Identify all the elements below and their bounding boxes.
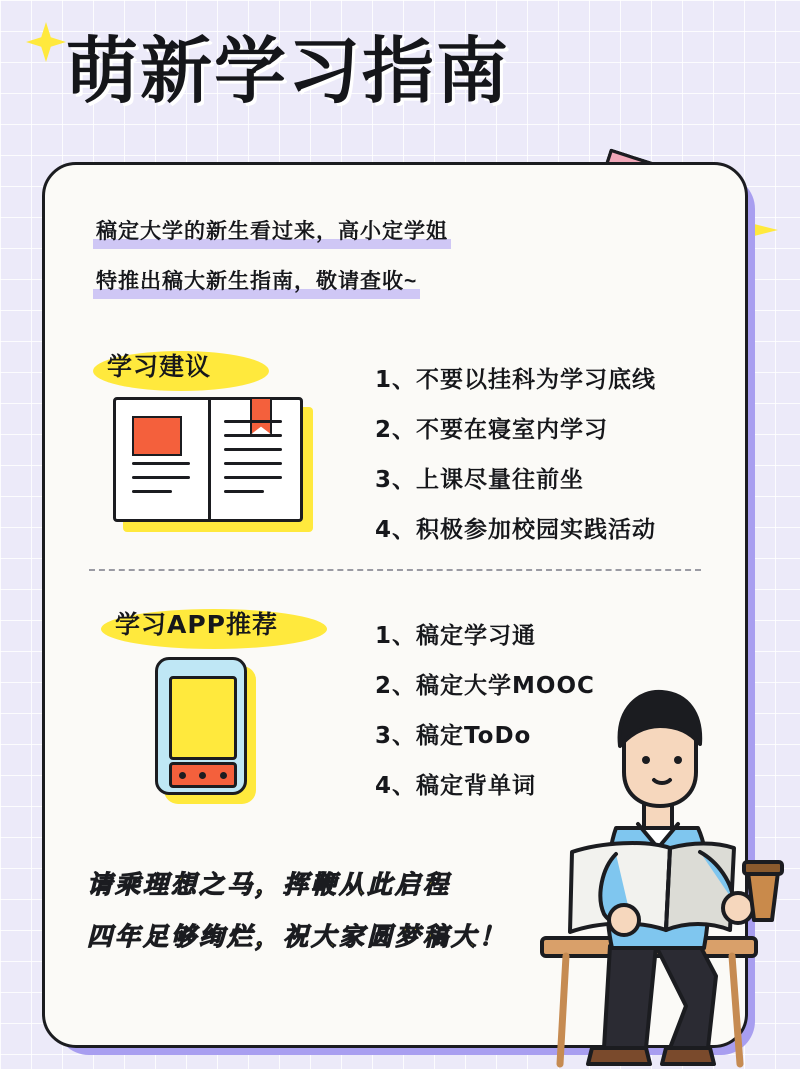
intro-block	[93, 213, 653, 313]
sparkle-icon	[26, 22, 66, 62]
list-item: 1、稿定学习通	[375, 623, 537, 649]
section-label-study-advice	[107, 347, 211, 383]
section-label-text: 学习APP推荐	[115, 610, 278, 639]
section-label-app-recommendations	[115, 605, 278, 641]
list-item: 3、上课尽量往前坐	[375, 467, 585, 493]
closing-line: 四年足够绚烂，祝大家圆梦稿大！	[87, 922, 508, 951]
list-item: 4、稿定背单词	[375, 773, 537, 799]
closing-line: 请乘理想之马，挥鞭从此启程	[87, 870, 452, 899]
list-item: 4、积极参加校园实践活动	[375, 517, 657, 543]
person-reading-newspaper-illustration	[520, 676, 800, 1069]
intro-line: 特推出稿大新生指南，敬请查收~	[93, 263, 420, 299]
closing-block	[87, 865, 507, 969]
section-divider	[89, 569, 701, 571]
list-item: 1、不要以挂科为学习底线	[375, 367, 657, 393]
list-item: 2、稿定大学MOOC	[375, 673, 595, 699]
study-advice-list	[375, 361, 656, 561]
intro-line: 稿定大学的新生看过来，高小定学姐	[93, 213, 451, 249]
open-book-icon	[113, 397, 313, 532]
page-title: 萌新学习指南	[66, 29, 511, 113]
section-label-text: 学习建议	[107, 352, 212, 381]
smartphone-icon	[155, 657, 255, 802]
list-item: 3、稿定ToDo	[375, 723, 532, 749]
list-item: 2、不要在寝室内学习	[375, 417, 609, 443]
